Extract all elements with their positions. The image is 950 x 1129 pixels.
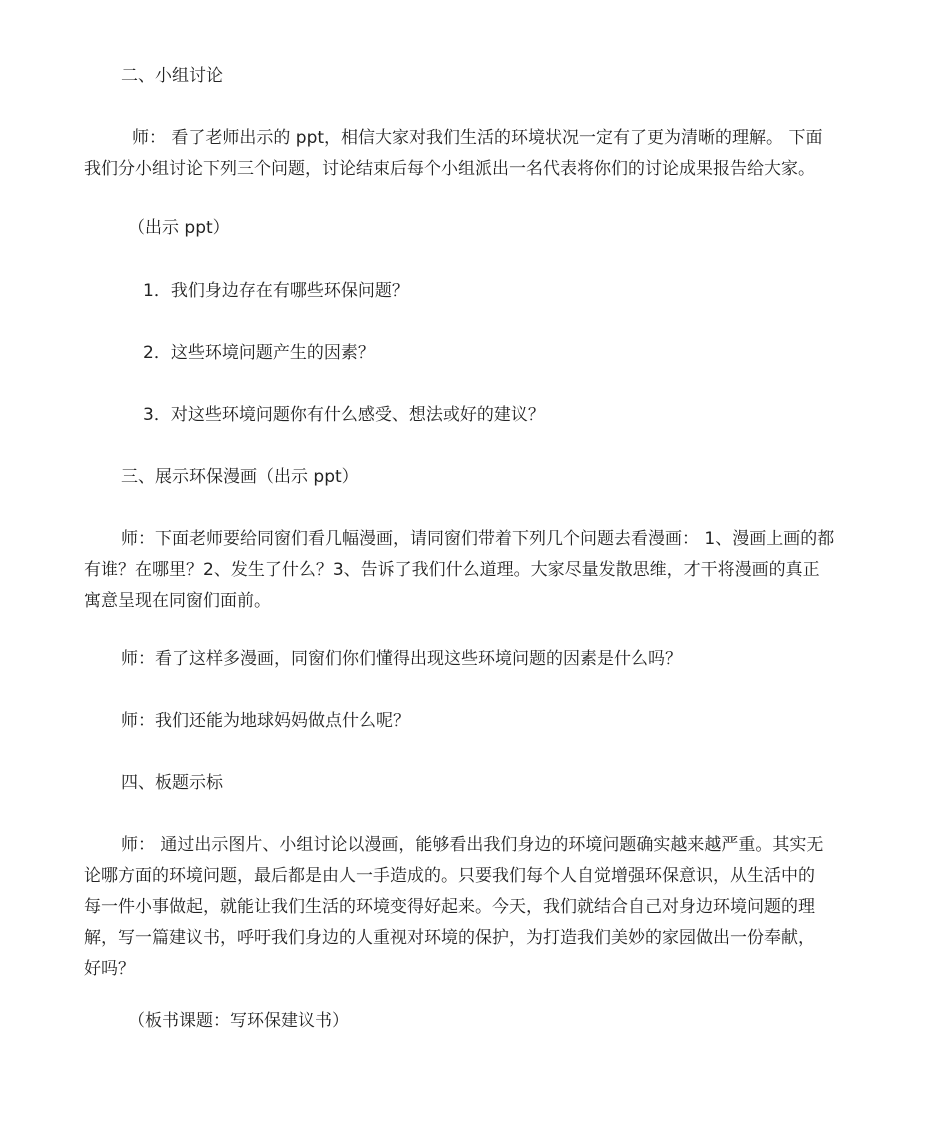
- board-title-note: （板书课题：写环保建议书）: [128, 1011, 349, 1031]
- question-item-3: 3．对这些环境问题你有什么感受、想法或好的建议？: [143, 405, 545, 425]
- question-item-1: 1．我们身边存在有哪些环保问题？: [143, 281, 409, 301]
- text-line: 论哪方面的环境问题，最后都是由人一手造成的。只要我们每个人自觉增强环保意识，从生活中的: [84, 866, 815, 886]
- text-line: 寓意呈现在同窗们面前。: [84, 591, 271, 611]
- section-heading-discussion: 二、小组讨论: [121, 66, 223, 86]
- text-line: 每一件小事做起，就能让我们生活的环境变得好起来。今天，我们就结合自己对身边环境问题的理: [84, 897, 815, 917]
- paragraph-earth: 师：我们还能为地球妈妈做点什么呢？: [121, 711, 410, 731]
- paragraph-causes: 师：看了这样多漫画，同窗们你们懂得出现这些环境问题的因素是什么吗？: [121, 649, 682, 669]
- show-ppt-note: （出示 ppt）: [128, 218, 230, 238]
- section-heading-comics: 三、展示环保漫画（出示 ppt）: [121, 467, 359, 487]
- section-heading-board: 四、板题示标: [121, 773, 223, 793]
- question-item-2: 2．这些环境问题产生的因素？: [143, 343, 375, 363]
- paragraph-summary: [84, 830, 884, 985]
- paragraph-comics: [84, 524, 884, 617]
- text-line: 好吗？: [84, 959, 135, 979]
- text-line: 师： 通过出示图片、小组讨论以漫画，能够看出我们身边的环境问题确实越来越严重。其实无: [121, 835, 824, 855]
- text-line: 师：下面老师要给同窗们看几幅漫画，请同窗们带着下列几个问题去看漫画： 1、漫画上画的都: [121, 529, 835, 549]
- paragraph-discussion-intro: [84, 123, 884, 185]
- text-line: 我们分小组讨论下列三个问题，讨论结束后每个小组派出一名代表将你们的讨论成果报告给大家。: [84, 159, 815, 179]
- text-line: 师： 看了老师出示的 ppt，相信大家对我们生活的环境状况一定有了更为清晰的理解。 下面: [132, 128, 823, 148]
- text-line: 解，写一篇建议书，呼吁我们身边的人重视对环境的保护，为打造我们美妙的家园做出一份奉献，: [84, 928, 815, 948]
- text-line: 有谁？在哪里？2、发生了什么？3、告诉了我们什么道理。大家尽量发散思维，才干将漫画的真正: [84, 560, 820, 580]
